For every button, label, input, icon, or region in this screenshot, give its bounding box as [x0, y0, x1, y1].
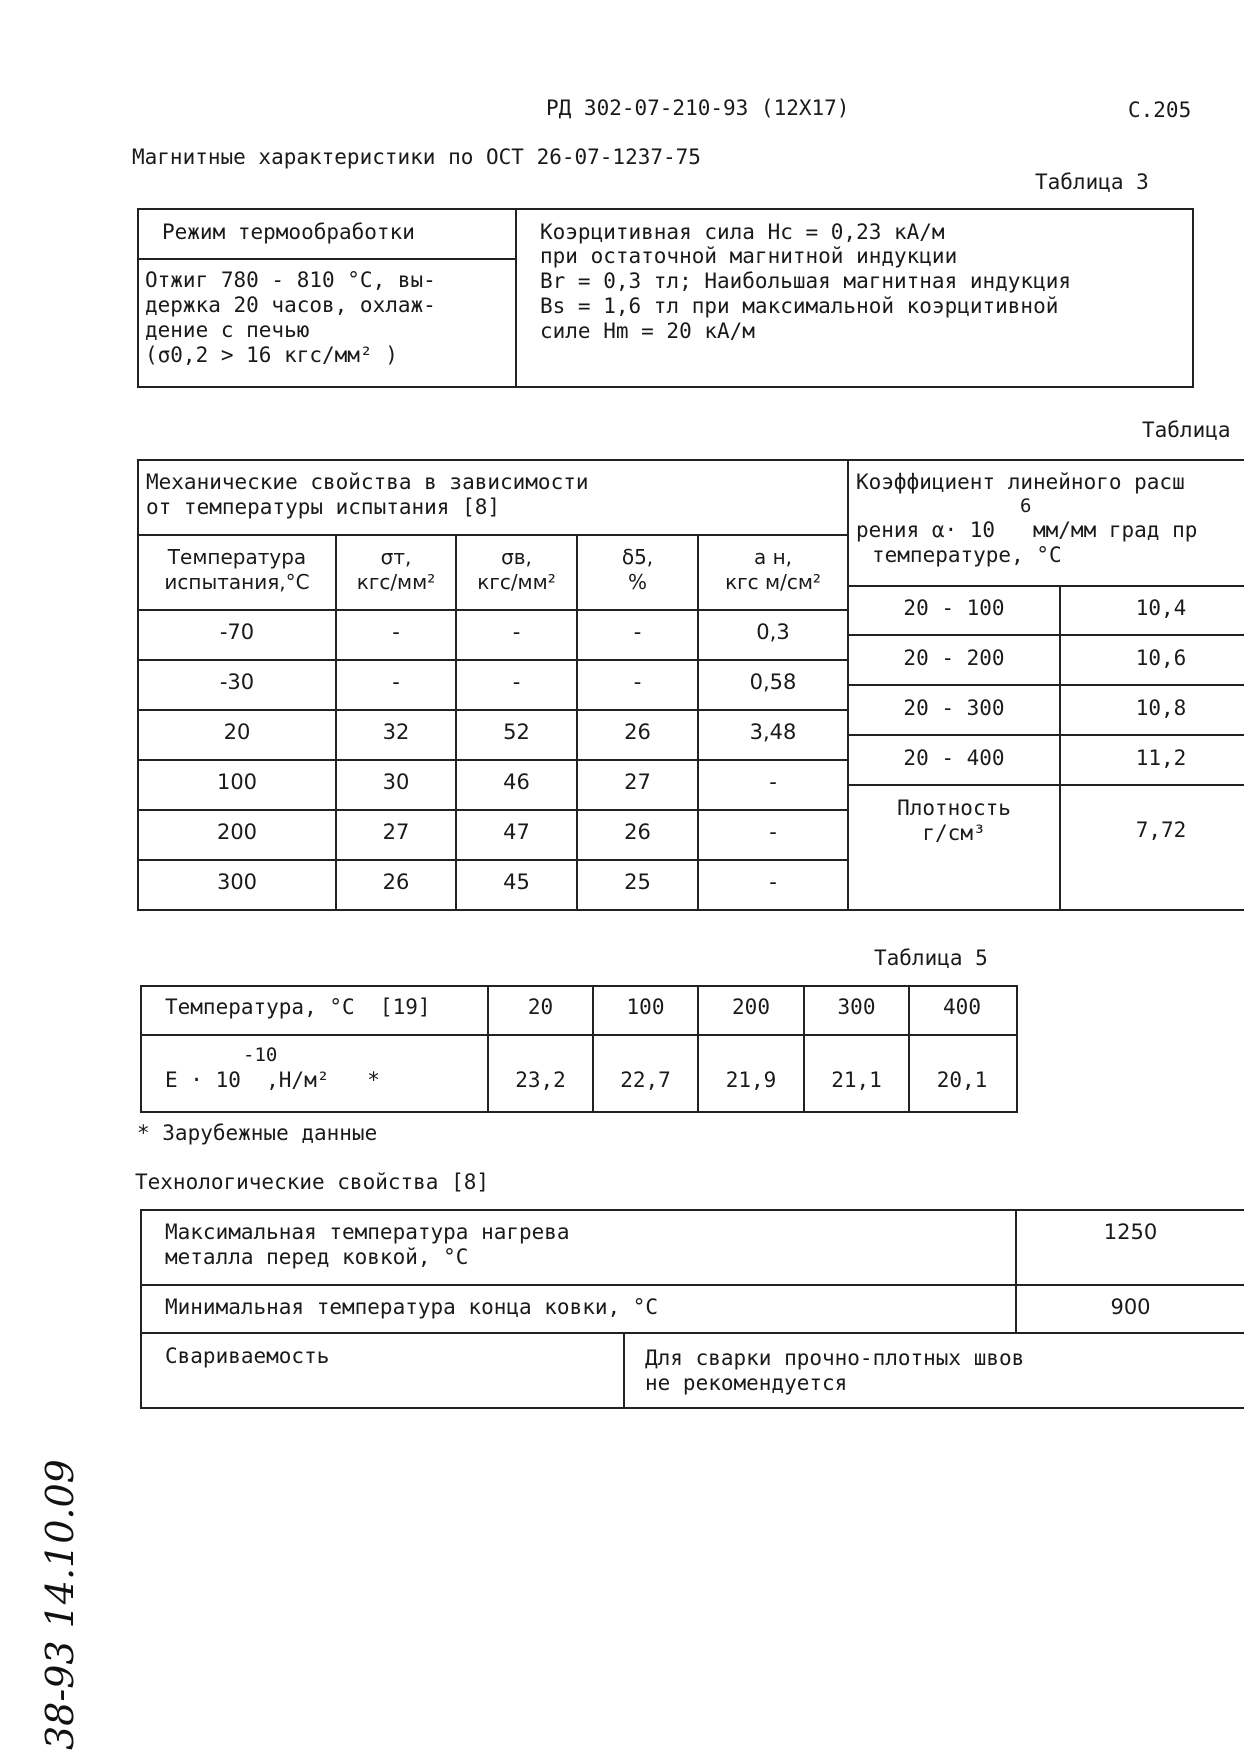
table5-value: 20,1	[936, 1068, 988, 1092]
col-header-temp-2: испытания,°С	[164, 570, 310, 594]
table3-mode-line1: Отжиг 780 - 810 °С, вы-	[145, 268, 436, 292]
col-header-yield-1: σт,	[380, 545, 412, 569]
tech-row3-line2: не рекомендуется	[645, 1371, 848, 1395]
tech-title: Технологические свойства [8]	[135, 1170, 490, 1194]
table-cell: 0,58	[749, 670, 797, 694]
table-cell: 26	[624, 720, 651, 744]
coef-header-line1: Коэффициент линейного расш	[856, 470, 1185, 494]
table-cell: 27	[624, 770, 651, 794]
coef-range: 20 - 100	[903, 596, 1005, 620]
table5-temp: 200	[732, 995, 770, 1019]
table-cell: 100	[216, 770, 258, 794]
coef-range: 20 - 200	[903, 646, 1005, 670]
table-cell: -	[769, 870, 777, 894]
coef-value: 11,2	[1135, 746, 1187, 770]
tech-row2-value: 900	[1110, 1295, 1151, 1319]
tech-row3-label: Свариваемость	[165, 1344, 330, 1368]
footnote: * Зарубежные данные	[137, 1121, 378, 1145]
table5-temp: 20	[527, 995, 554, 1019]
table-cell: -	[392, 620, 400, 644]
coef-header-exp: 6	[1020, 495, 1032, 517]
coef-range: 20 - 300	[903, 696, 1005, 720]
table-cell: -	[633, 670, 642, 694]
table3-header: Режим термообработки	[162, 220, 415, 244]
table-cell: 46	[503, 770, 530, 794]
table-cell: -30	[219, 670, 255, 694]
table-cell: -70	[219, 620, 255, 644]
table-cell: 30	[382, 770, 410, 794]
col-header-yield-2: кгс/мм²	[356, 570, 436, 594]
coef-value: 10,4	[1135, 596, 1187, 620]
tech-row1-value: 1250	[1103, 1220, 1158, 1244]
table-cell: -	[769, 770, 777, 794]
density-value: 7,72	[1135, 818, 1187, 842]
table3-mag-line1: Коэрцитивная сила Нс = 0,23 кА/м	[540, 220, 945, 244]
table4-mech-header-line2: от температуры испытания [8]	[146, 495, 501, 519]
table5-label: Таблица 5	[874, 946, 988, 970]
coef-value: 10,8	[1135, 696, 1187, 720]
density-label-1: Плотность	[897, 796, 1011, 820]
table-cell: 45	[503, 870, 530, 894]
table-cell: 200	[216, 820, 258, 844]
handwritten-margin-note: 38-93 14.10.09	[38, 1459, 82, 1750]
table-cell: -	[769, 820, 777, 844]
tech-row3-line1: Для сварки прочно-плотных швов	[645, 1346, 1025, 1370]
coef-value: 10,6	[1135, 646, 1187, 670]
table5-temp: 300	[837, 995, 876, 1019]
page-number: С.205	[1128, 98, 1192, 122]
table3-mag-line4: Вs = 1,6 тл при максимальной коэрцитивной	[540, 294, 1059, 318]
table5-temp: 100	[626, 995, 665, 1019]
table5-exponent: -10	[243, 1044, 278, 1066]
coef-header-line2: рения α· 10 мм/мм град пр	[856, 518, 1198, 542]
col-header-tensile-1: σв,	[501, 545, 532, 569]
col-header-temp-1: Температура	[167, 545, 307, 569]
table-cell: -	[512, 670, 521, 694]
document-code: РД 302-07-210-93 (12Х17)	[546, 96, 850, 120]
tech-row1-line1: Максимальная температура нагрева	[165, 1220, 570, 1244]
table5-value: 21,9	[725, 1068, 777, 1092]
table5-row2-label: Е · 10 ,Н/м² *	[165, 1068, 380, 1092]
magnetic-title: Магнитные характеристики по ОСТ 26-07-1237-75	[132, 145, 701, 169]
table-cell: 52	[503, 720, 530, 744]
col-header-tensile-2: кгс/мм²	[477, 570, 556, 594]
table3-mode-line4: (σ0,2 > 16 кгс/мм² )	[145, 343, 398, 367]
col-header-impact-1: а н,	[753, 545, 793, 569]
table3-mag-line2: при остаточной магнитной индукции	[540, 244, 958, 268]
col-header-impact-2: кгс м/см²	[725, 570, 821, 594]
coef-header-line3: температуре, °С	[872, 543, 1062, 567]
table-cell: 0,3	[756, 620, 790, 644]
table-cell: 32	[382, 720, 410, 744]
tech-row2-label: Минимальная температура конца ковки, °С	[165, 1295, 659, 1319]
table3-label: Таблица 3	[1035, 170, 1149, 194]
table-cell: -	[392, 670, 400, 694]
table-cell: 25	[624, 870, 651, 894]
table3-mag-line5: силе Нm = 20 кА/м	[540, 319, 755, 343]
table-cell: 26	[624, 820, 651, 844]
table-cell: 26	[382, 870, 410, 894]
table5-row1-label: Температура, °С [19]	[165, 995, 431, 1019]
table3-mode-line2: держка 20 часов, охлаж-	[145, 293, 436, 317]
table4-label: Таблица	[1142, 418, 1231, 442]
table-cell: -	[633, 620, 642, 644]
table-cell: -	[512, 620, 521, 644]
table3-mode-line3: дение с печью	[145, 318, 310, 342]
table-cell: 300	[216, 870, 258, 894]
density-label-2: г/см³	[922, 821, 986, 845]
table-cell: 27	[382, 820, 410, 844]
table3-mag-line3: Br = 0,3 тл; Наибольшая магнитная индукция	[540, 269, 1072, 293]
table5-value: 22,7	[620, 1068, 671, 1092]
table5-value: 23,2	[515, 1068, 566, 1092]
tech-row1-line2: металла перед ковкой, °С	[165, 1245, 469, 1269]
table4-mech-header-line1: Механические свойства в зависимости	[146, 470, 589, 494]
col-header-elong-2: %	[627, 570, 647, 594]
col-header-elong-1: δ5,	[621, 545, 654, 569]
table5-temp: 400	[943, 995, 981, 1019]
table-cell: 20	[223, 720, 251, 744]
coef-range: 20 - 400	[903, 746, 1005, 770]
table-cell: 3,48	[749, 720, 797, 744]
table-cell: 47	[503, 820, 530, 844]
table5-value: 21,1	[831, 1068, 882, 1092]
